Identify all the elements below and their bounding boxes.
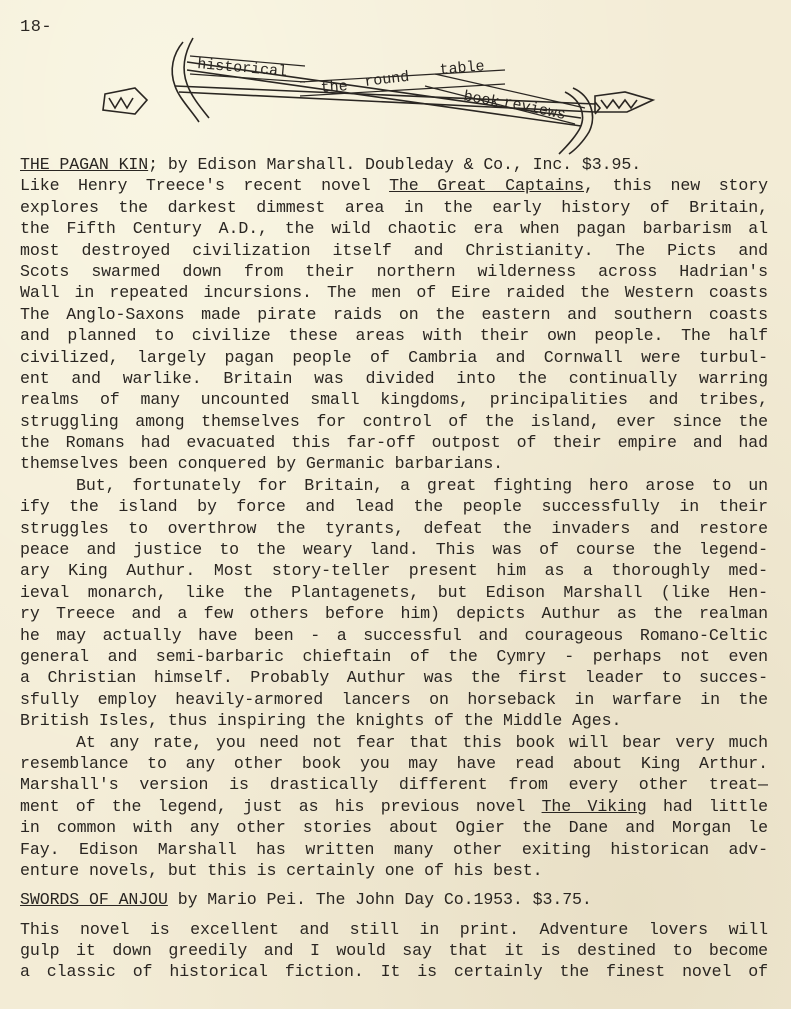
book-byline: ; by Edison Marshall. Doubleday & Co., Inc. $3.95. <box>148 155 642 174</box>
book-byline: by Mario Pei. The John Day Co.1953. $3.75. <box>167 890 592 910</box>
text-line: a classic of historical fiction. It is certainly the finest novel of <box>20 962 768 982</box>
text-line: struggling among themselves for control of the island, ever since the <box>20 411 768 431</box>
text-line: The Anglo-Saxons made pirate raids on the eastern and southern coasts <box>20 304 768 324</box>
text-line: Marshall's version is drastically different from every other treat— <box>20 775 768 795</box>
text-line: enture novels, but this is certainly one of his best. <box>20 860 543 880</box>
round-table-header-illustration <box>95 30 665 155</box>
text-line: a Christian himself. Probably Authur was the first leader to succes- <box>20 668 768 688</box>
review-body <box>20 154 768 983</box>
book-title-reference: The Great Captains <box>389 176 585 196</box>
text-line: ent and warlike. Britain was divided into the continually warring <box>20 368 768 388</box>
text-line: he may actually have been - a successful and courageous Romano-Celtic <box>20 625 768 645</box>
text-line: British Isles, thus inspiring the knights of the Middle Ages. <box>20 711 622 731</box>
header-word-book: book <box>462 88 501 112</box>
text-line: Like Henry Treece's recent novel The Great Captains, this new story <box>20 176 768 196</box>
text-line: Scots swarmed down from their northern wilderness across Hadrian's <box>20 261 768 281</box>
text-line: struggles to overthrow the tyrants, defeat the invaders and restore <box>20 518 768 538</box>
header-word-table: table <box>438 58 486 79</box>
text-line: and planned to civilize these areas with their own people. The half <box>20 326 768 346</box>
page-number: 18- <box>20 18 53 37</box>
review-heading-swords-of-anjou <box>20 889 768 910</box>
review-heading-pagan-kin <box>20 154 768 175</box>
text-line: ary King Authur. Most story-teller present him as a thoroughly med- <box>20 561 768 581</box>
text-line: ry Treece and a few others before him) depicts Authur as the realman <box>20 604 768 624</box>
header-word-reviews: reviews <box>501 94 568 124</box>
text-line: most destroyed civilization itself and Christianity. The Picts and <box>20 240 768 260</box>
text-line: Fay. Edison Marshall has written many other exiting historican adv- <box>20 839 768 859</box>
text-line: explores the darkest dimmest area in the early history of Britain, <box>20 197 768 217</box>
header-word-historical: historical <box>196 56 288 81</box>
book-title: SWORDS OF ANJOU <box>20 890 168 910</box>
text-line: But, fortunately for Britain, a great fighting hero arose to un <box>76 475 768 495</box>
book-title: THE PAGAN KIN <box>20 155 149 174</box>
header-word-the: the <box>320 78 349 97</box>
text-line: gulp it down greedily and I would say that it is destined to become <box>20 941 768 961</box>
text-line: realms of many uncounted small kingdoms, principalities and tribes, <box>20 390 768 410</box>
text-line: At any rate, you need not fear that this book will bear very much <box>76 732 768 752</box>
text-line: ment of the legend, just as his previous novel The Viking had little <box>20 796 768 816</box>
text-line: the Romans had evacuated this far-off outpost of their empire and had <box>20 433 768 453</box>
text-line: This novel is excellent and still in print. Adventure lovers will <box>20 919 768 939</box>
text-line: civilized, largely pagan people of Cambria and Cornwall were turbul- <box>20 347 768 367</box>
book-title-reference: The Viking <box>541 796 647 816</box>
text-line: the Fifth Century A.D., the wild chaotic era when pagan barbarism al <box>20 219 768 239</box>
text-line: resemblance to any other book you may have read about King Arthur. <box>20 753 768 773</box>
text-line: peace and justice to the weary land. This was of course the legend- <box>20 540 768 560</box>
header-word-round: round <box>363 68 411 91</box>
text-line: ieval monarch, like the Plantagenets, but Edison Marshall (like Hen- <box>20 582 768 602</box>
text-line: sfully employ heavily-armored lancers on horseback in warfare in the <box>20 689 768 709</box>
text-line: general and semi-barbaric chieftain of the Cymry - perhaps not even <box>20 646 768 666</box>
text-line: Wall in repeated incursions. The men of Eire raided the Western coasts <box>20 283 768 303</box>
text-line: in common with any other stories about Ogier the Dane and Morgan le <box>20 818 768 838</box>
text-line: themselves been conquered by Germanic barbarians. <box>20 454 504 474</box>
text-line: ify the island by force and lead the people successfully in their <box>20 497 768 517</box>
